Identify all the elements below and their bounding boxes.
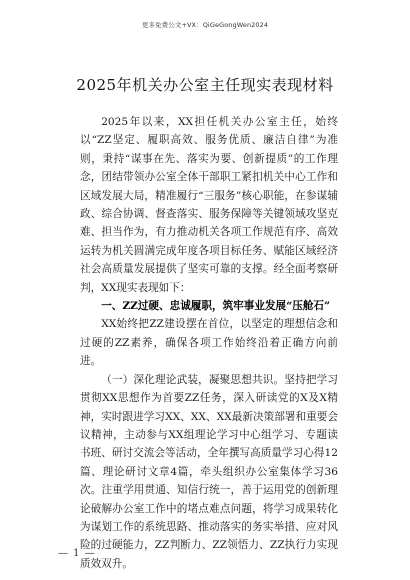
body-paragraph: （一）深化理论武装，凝聚思想共识。坚持把学习贯彻XX思想作为首要ZZ任务，深入研读党的X及X精神，实时跟进学习XX、XX、XX最新决策部署和重要会议精神，主动参与XX组理论学习中心组学习、专题读书班、研讨交流会等活动，全年撰写高质量学习心得12篇、理论研讨文章4篇，牵头组织办公室集体学习36次。注重学用贯通、知信行统一，善于运用党的创新理论破解办公室工作中的堵点难点问题，将学习成果转化为谋划工作的系统思路、推动落实的务实举措、应对风险的过硬能力，ZZ判断力、ZZ领悟力、ZZ执行力实现质效双升。: [80, 373, 338, 570]
page-number: — 1 —: [58, 548, 96, 559]
document-body: [80, 113, 338, 573]
section-heading: 一、ZZ过硬、忠诚履职，筑牢事业发展“压舱石”: [101, 300, 331, 313]
document-title: 2025年机关办公室主任现实表现材料: [76, 76, 334, 94]
body-paragraph: XX始终把ZZ建设摆在首位，以坚定的理想信念和过硬的ZZ素养，确保各项工作始终沿着正确方向前进。: [80, 318, 338, 368]
intro-paragraph: 2025年以来，XX担任机关办公室主任，始终以“ZZ坚定、履职高效、服务优质、廉洁自律”为准则，秉持“谋事在先、落实为要、创新提质”的工作理念，团结带领办公室全体干部职工紧扣机关中心工作和区域发展大局，精准履行“三服务”核心职能，在参谋辅政、综合协调、督查落实、服务保障等关键领域攻坚克难、担当作为，有力推动机关各项工作规范有序、高效运转为机关圆满完成年度各项目标任务、赋能区域经济社会高质量发展提供了坚实可靠的支撑。经全面考察研判，XX现实表现如下：: [80, 116, 338, 294]
header-note: 更多免费公文+VX：QiGeGongWen2024: [141, 21, 269, 29]
